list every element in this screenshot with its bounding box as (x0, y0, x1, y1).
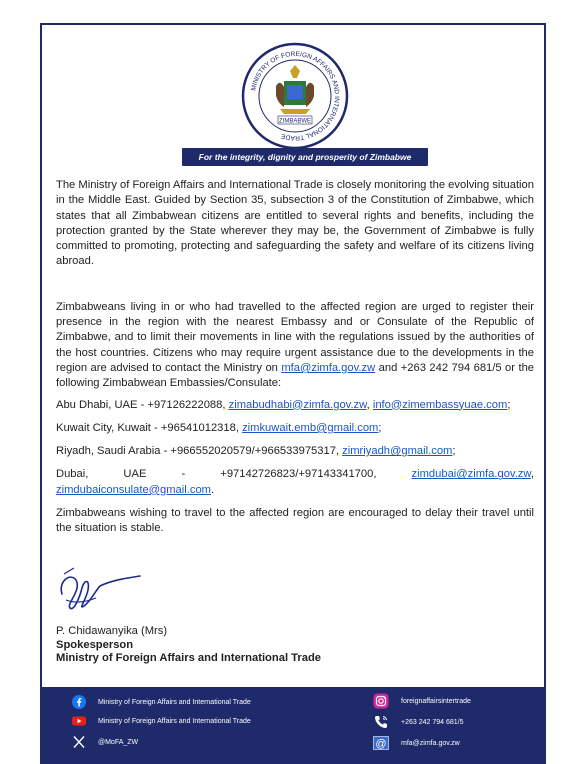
separator: ; (452, 445, 456, 458)
email-link[interactable]: info@zimembassyuae.com (372, 398, 508, 411)
dubai-line-2 (56, 483, 534, 498)
separator: , (530, 468, 534, 481)
facebook-icon (72, 695, 86, 709)
email-at-icon (373, 735, 389, 751)
facebook-label: Ministry of Foreign Affairs and International Trade (98, 698, 251, 706)
contact-kuwait (56, 421, 534, 436)
svg-text:@: @ (375, 738, 387, 750)
signatory-title: Spokesperson (56, 638, 134, 651)
motto-banner: For the integrity, dignity and prosperity of Zimbabwe (182, 148, 428, 166)
separator: . (211, 483, 215, 496)
footer-phone[interactable] (373, 714, 463, 730)
instagram-icon (373, 693, 389, 709)
signatory-block (56, 625, 321, 666)
dubai-phones: +97142726823/+97143341700, (220, 468, 377, 481)
ministry-seal (240, 41, 350, 151)
dubai-line (56, 467, 534, 482)
email-link[interactable]: zimabudhabi@zimfa.gov.zw (228, 398, 367, 411)
dubai-city: Dubai, (56, 468, 89, 481)
instagram-label: foreignaffairsintertrade (401, 697, 471, 705)
email-link[interactable]: zimriyadh@gmail.com (342, 445, 453, 458)
phone-label: +263 242 794 681/5 (401, 718, 464, 726)
paragraph-intro: The Ministry of Foreign Affairs and International Trade is closely monitoring the evolving situation in the Middle East. Guided by Section 35, subsection 3 of the Constitution of Zimbabwe, which states that all Zimbabwean citizens are entitled to several rights and benefits, including the protection granted by the State wherever they may be, the Government of Zimbabwe is fully committed to promoting, protecting and safeguarding the safety and welfare of its citizens living abroad. (56, 179, 534, 268)
signature-image (56, 560, 144, 620)
youtube-icon (72, 714, 86, 728)
footer-email[interactable] (373, 735, 460, 751)
contact-riyadh (56, 444, 534, 459)
contact-dubai (56, 467, 534, 498)
x-handle: @MoFA_ZW (98, 738, 139, 746)
signatory-organisation: Ministry of Foreign Affairs and International Trade (56, 652, 322, 664)
email-link[interactable]: zimkuwait.emb@gmail.com (242, 421, 379, 434)
email-label: mfa@zimfa.gov.zw (401, 739, 460, 747)
advisory-text-end: and +263 242 794 681/5 or the following Zimbabwean Embassies/Consulate: (56, 361, 535, 390)
statement-body (56, 178, 534, 537)
contact-text: Riyadh, Saudi Arabia - +966552020579/+966533975317, (56, 445, 343, 458)
youtube-label: Ministry of Foreign Affairs and International Trade (98, 717, 251, 725)
dubai-email1-wrap (412, 467, 534, 482)
email-link[interactable]: zimdubai@zimfa.gov.zw (411, 468, 531, 481)
email-link[interactable]: zimdubaiconsulate@gmail.com (56, 483, 211, 496)
paragraph-travel: Zimbabweans wishing to travel to the affected region are encouraged to delay their travel until the situation is stable. (56, 507, 534, 535)
paragraph-advisory (56, 300, 534, 392)
footer-facebook[interactable] (72, 695, 251, 709)
contact-text: Abu Dhabi, UAE - +97126222088, (56, 398, 229, 411)
ministry-email-link[interactable]: mfa@zimfa.gov.zw (281, 361, 376, 374)
separator: ; (378, 421, 382, 434)
contact-text: Kuwait City, Kuwait - +96541012318, (56, 421, 243, 434)
advisory-text: Zimbabweans living in or who had travelled to the affected region are urged to register their presence in the region with the nearest Embassy and or Consulate of the Republic of Zimbabwe, and to limit their movements in line with the regulations issued by the authorities of the host countries. Citizens who may require urgent assistance due to the developments in the region are advised to contact the Ministry on (56, 300, 534, 374)
signatory-name: P. Chidawanyika (Mrs) (56, 625, 168, 637)
seal-country: ZIMBABWE (278, 118, 312, 125)
dubai-country: UAE (123, 468, 147, 481)
contact-abudhabi (56, 398, 534, 413)
x-logo-icon (72, 735, 86, 749)
separator: ; (507, 398, 511, 411)
footer-youtube[interactable] (72, 714, 251, 728)
footer-x[interactable] (72, 735, 138, 749)
phone-icon (373, 714, 389, 730)
footer-bar (40, 687, 546, 764)
seal-ring-text: MINISTRY OF FOREIGN AFFAIRS AND INTERNATIONAL TRADE (250, 50, 341, 142)
separator: , (366, 398, 373, 411)
footer-instagram[interactable] (373, 693, 471, 709)
dubai-dash: - (181, 468, 186, 481)
